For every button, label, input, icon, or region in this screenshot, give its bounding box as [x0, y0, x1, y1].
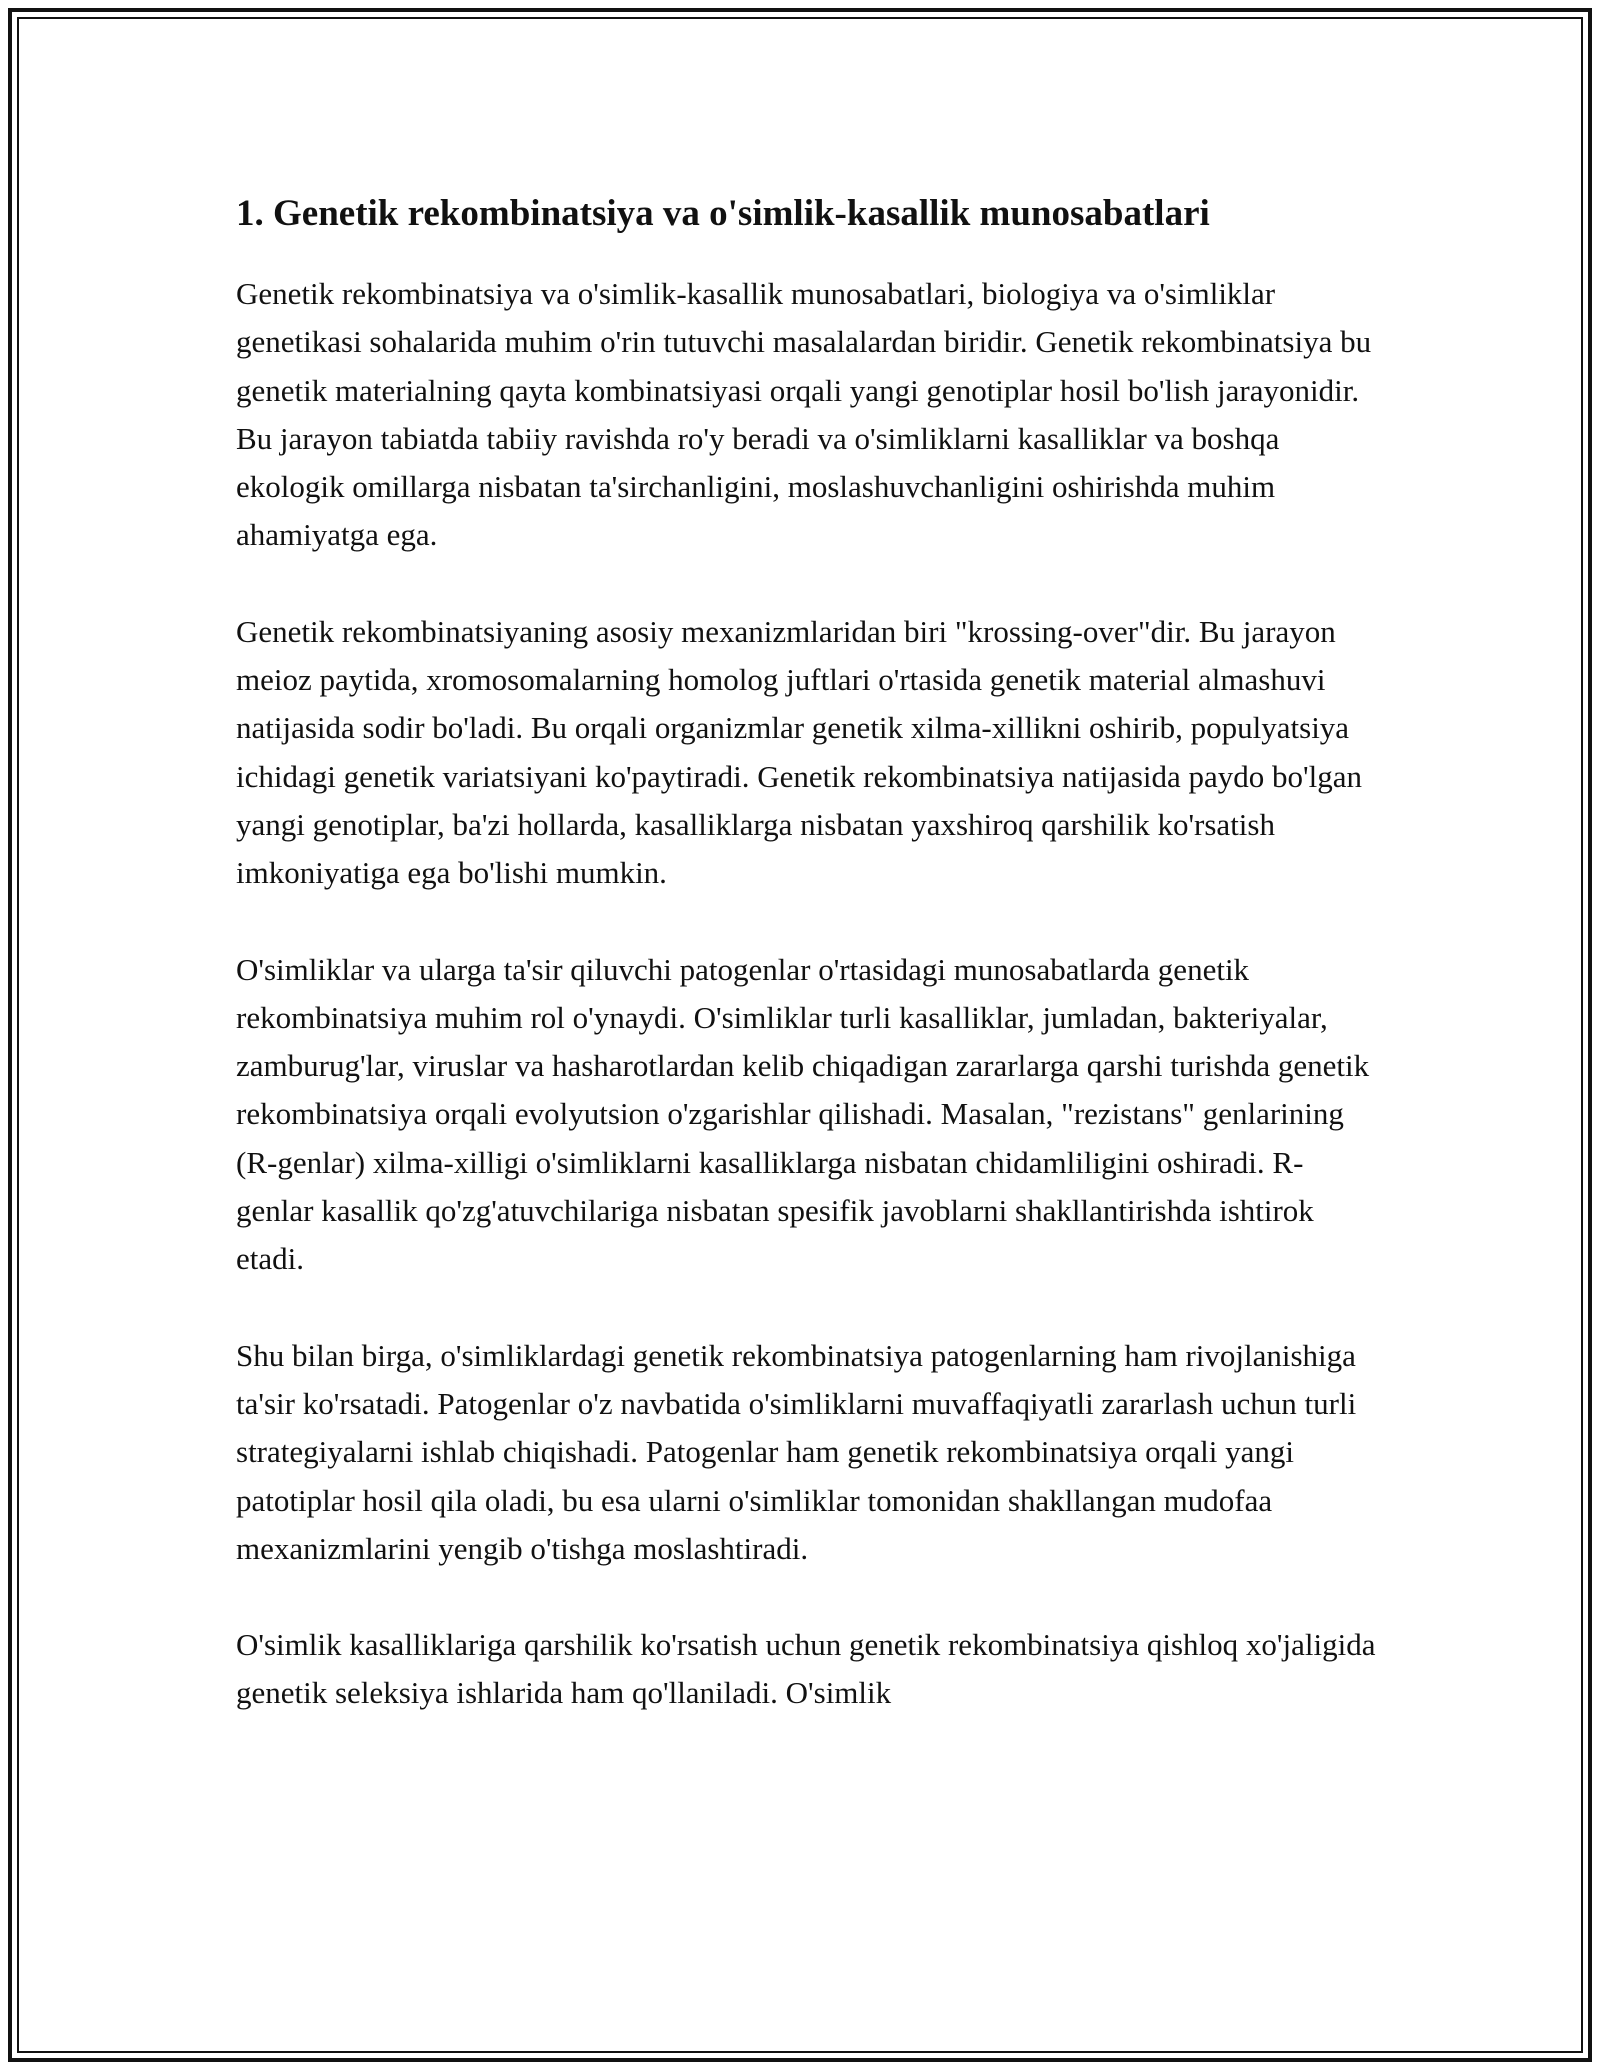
- paragraph-3: O'simliklar va ularga ta'sir qiluvchi patogenlar o'rtasidagi munosabatlarda genetik rekombinatsiya muhim rol o'ynaydi. O'simliklar turli kasalliklar, jumladan, bakteriyalar, zamburug'lar, viruslar va hasharotlardan kelib chiqadigan zararlarga qarshi turishda genetik rekombinatsiya orqali evolyutsion o'zgarishlar qilishadi. Masalan, "rezistans" genlarining (R-genlar) xilma-xilligi o'simliklarni kasalliklarga nisbatan chidamliligini oshiradi. R-genlar kasallik qo'zg'atuvchilariga nisbatan spesifik javoblarni shakllantirishda ishtirok etadi.: [236, 951, 1370, 1277]
- section-heading: 1. Genetik rekombinatsiya va o'simlik-kasallik munosabatlari: [236, 193, 1210, 234]
- paragraph-5: O'simlik kasalliklariga qarshilik ko'rsatish uchun genetik rekombinatsiya qishloq xo'jaligida genetik seleksiya ishlarida ham qo'llaniladi. O'simlik: [236, 1627, 1376, 1711]
- paragraph-1: Genetik rekombinatsiya va o'simlik-kasallik munosabatlari, biologiya va o'simliklar genetikasi sohalarida muhim o'rin tutuvchi masalalardan biridir. Genetik rekombinatsiya bu genetik materialning qayta kombinatsiyasi orqali yangi genotiplar hosil bo'lish jarayonidir. Bu jarayon tabiatda tabiiy ravishda ro'y beradi va o'simliklarni kasalliklar va boshqa ekologik omillarga nisbatan ta'sirchanligini, moslashuvchanligini oshirishda muhim ahamiyatga ega.: [236, 276, 1372, 553]
- paragraph-4: Shu bilan birga, o'simliklardagi genetik rekombinatsiya patogenlarning ham rivojlanishiga ta'sir ko'rsatadi. Patogenlar o'z navbatida o'simliklarni muvaffaqiyatli zararlash uchun turli strategiyalarni ishlab chiqishadi. Patogenlar ham genetik rekombinatsiya orqali yangi patotiplar hosil qila oladi, bu esa ularni o'simliklar tomonidan shakllangan mudofaa mexanizmlarini yengib o'tishga moslashtiradi.: [236, 1337, 1357, 1566]
- paragraph-2: Genetik rekombinatsiyaning asosiy mexanizmlaridan biri "krossing-over"dir. Bu jarayon meioz paytida, xromosomalarning homolog juftlari o'rtasida genetik material almashuvi natijasida sodir bo'ladi. Bu orqali organizmlar genetik xilma-xillikni oshirib, populyatsiya ichidagi genetik variatsiyani ko'paytiradi. Genetik rekombinatsiya natijasida paydo bo'lgan yangi genotiplar, ba'zi hollarda, kasalliklarga nisbatan yaxshiroq qarshilik ko'rsatish imkoniyatiga ega bo'lishi mumkin.: [236, 613, 1362, 891]
- document-body: [236, 186, 1376, 1766]
